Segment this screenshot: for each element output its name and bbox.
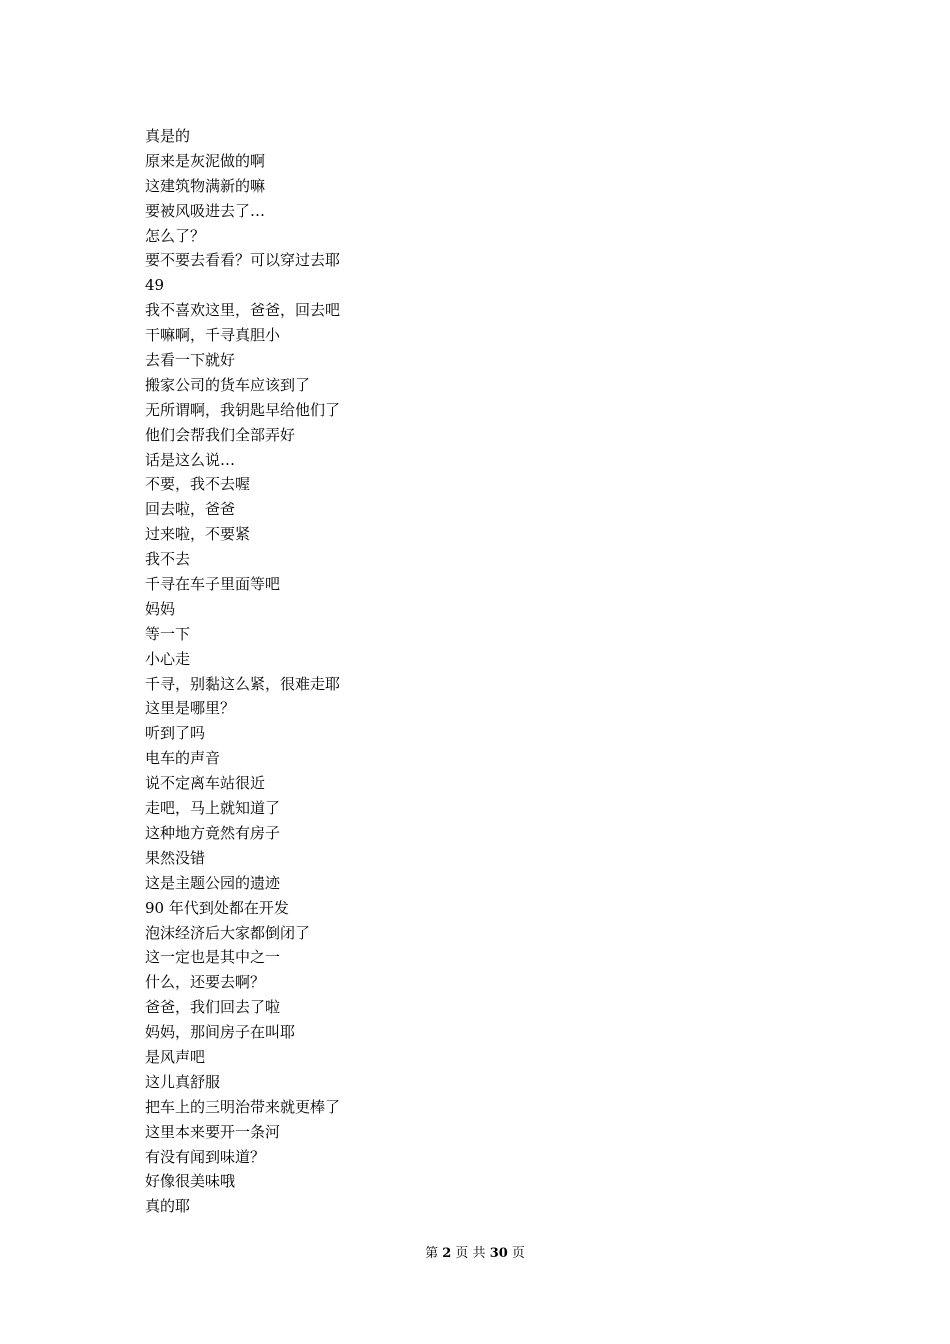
text-line: 什么，还要去啊？ — [145, 973, 266, 992]
text-line: 妈妈，那间房子在叫耶 — [145, 1023, 296, 1042]
text-line: 话是这么说… — [145, 450, 236, 469]
text-line: 妈妈 — [145, 599, 176, 618]
text-line: 这建筑物满新的嘛 — [145, 176, 266, 195]
text-line: 过来啦，不要紧 — [145, 525, 251, 544]
text-line: 90 年代到处都在开发 — [145, 898, 289, 917]
text-line: 无所谓啊，我钥匙早给他们了 — [145, 400, 341, 419]
text-line: 说不定离车站很近 — [145, 774, 266, 793]
text-line: 搬家公司的货车应该到了 — [145, 375, 311, 394]
text-line: 他们会帮我们全部弄好 — [145, 425, 296, 444]
page-footer — [0, 1244, 950, 1264]
text-line: 听到了吗 — [145, 724, 206, 743]
text-line: 这里是哪里？ — [145, 699, 236, 718]
text-line: 泡沫经济后大家都倒闭了 — [145, 923, 311, 942]
text-line: 去看一下就好 — [145, 351, 236, 370]
text-line: 这是主题公园的遗迹 — [145, 873, 281, 892]
text-line: 这里本来要开一条河 — [145, 1122, 281, 1141]
text-line: 千寻，别黏这么紧，很难走耶 — [145, 674, 341, 693]
text-line: 这种地方竟然有房子 — [145, 823, 281, 842]
text-line: 小心走 — [145, 649, 191, 668]
dialogue-lines — [145, 124, 805, 1219]
text-line: 果然没错 — [145, 848, 206, 867]
text-line: 要不要去看看？可以穿过去耶 — [145, 251, 341, 270]
text-line: 不要，我不去喔 — [145, 475, 251, 494]
current-page-number: 2 — [442, 1246, 452, 1261]
footer-suffix: 页 — [511, 1246, 525, 1261]
text-line: 我不去 — [145, 550, 191, 569]
text-line: 等一下 — [145, 624, 191, 643]
text-line: 好像很美味哦 — [145, 1172, 236, 1191]
footer-middle: 页 共 — [455, 1246, 486, 1261]
text-line: 电车的声音 — [145, 749, 221, 768]
text-line: 怎么了？ — [145, 226, 206, 245]
text-line: 千寻在车子里面等吧 — [145, 575, 281, 594]
text-line: 我不喜欢这里，爸爸，回去吧 — [145, 301, 341, 320]
footer-prefix: 第 — [425, 1246, 439, 1261]
text-line: 爸爸，我们回去了啦 — [145, 998, 281, 1017]
total-page-number: 30 — [489, 1246, 508, 1261]
text-line: 走吧，马上就知道了 — [145, 799, 281, 818]
text-line: 有没有闻到味道？ — [145, 1147, 266, 1166]
text-line: 49 — [145, 276, 165, 295]
text-line: 真是的 — [145, 127, 191, 145]
text-line: 干嘛啊，千寻真胆小 — [145, 326, 281, 345]
text-line: 是风声吧 — [145, 1047, 206, 1066]
text-line: 回去啦，爸爸 — [145, 500, 236, 519]
text-line: 这一定也是其中之一 — [145, 948, 281, 967]
text-line: 要被风吸进去了… — [145, 201, 266, 220]
text-line: 真的耶 — [145, 1197, 191, 1216]
text-line: 这儿真舒服 — [145, 1072, 221, 1091]
text-line: 原来是灰泥做的啊 — [145, 151, 266, 170]
text-line: 把车上的三明治带来就更棒了 — [145, 1097, 341, 1116]
